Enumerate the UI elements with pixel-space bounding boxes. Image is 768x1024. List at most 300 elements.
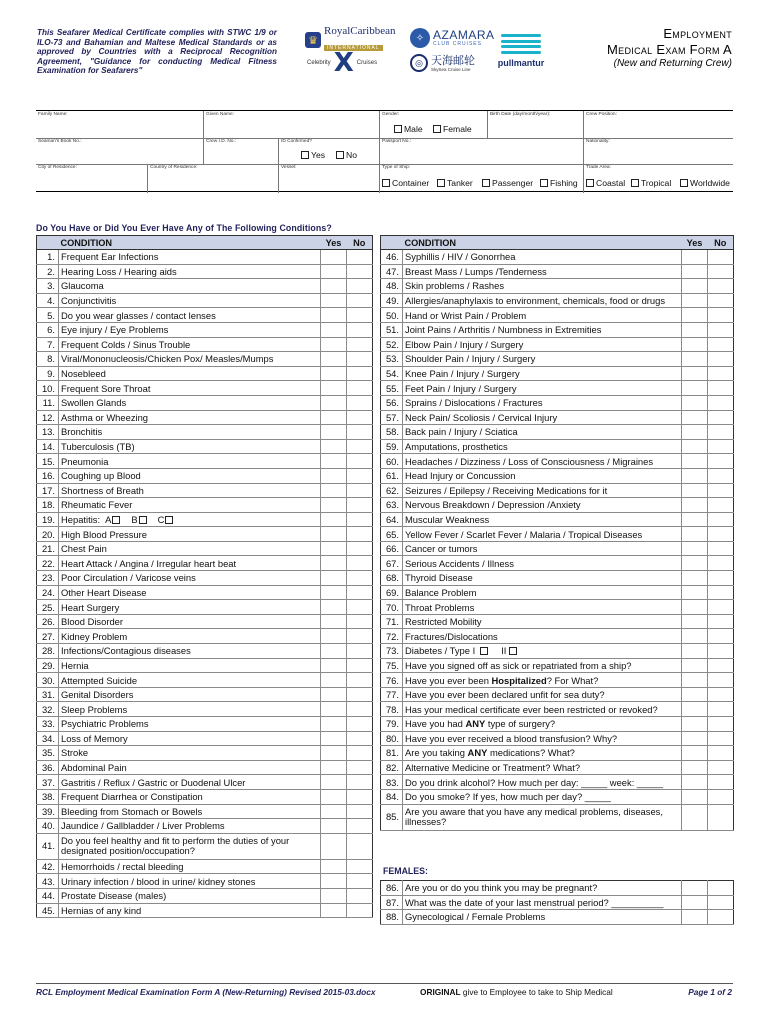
footer-page-number: Page 1 of 2 <box>688 987 732 997</box>
yes-answer-cell[interactable] <box>682 439 708 454</box>
condition-text <box>59 439 321 454</box>
condition-label: Blood Disorder <box>61 616 124 628</box>
no-answer-cell[interactable] <box>347 571 373 586</box>
no-answer-cell[interactable] <box>347 337 373 352</box>
yes-answer-cell[interactable] <box>682 250 708 265</box>
condition-label: Are you taking <box>405 747 468 759</box>
condition-row <box>381 881 734 896</box>
no-answer-cell[interactable] <box>708 410 734 425</box>
yes-answer-cell[interactable] <box>321 381 347 396</box>
condition-text <box>59 571 321 586</box>
no-answer-cell[interactable] <box>347 512 373 527</box>
condition-text <box>403 760 682 775</box>
condition-row <box>381 512 734 527</box>
no-answer-cell[interactable] <box>347 859 373 874</box>
yes-answer-cell[interactable] <box>682 717 708 732</box>
condition-label: Muscular Weakness <box>405 513 490 525</box>
condition-row <box>37 819 373 834</box>
yes-answer-cell[interactable] <box>321 874 347 889</box>
no-answer-cell[interactable] <box>347 381 373 396</box>
condition-number: 15. <box>37 454 59 469</box>
yes-answer-cell[interactable] <box>682 308 708 323</box>
yes-answer-cell[interactable] <box>321 614 347 629</box>
yes-answer-cell[interactable] <box>682 789 708 804</box>
condition-number: 77. <box>381 687 403 702</box>
no-answer-cell[interactable] <box>708 468 734 483</box>
yes-answer-cell[interactable] <box>321 731 347 746</box>
condition-label: Knee Pain / Injury / Surgery <box>405 368 520 380</box>
no-answer-cell[interactable] <box>347 556 373 571</box>
diabetes-type2-checkbox[interactable] <box>509 647 517 655</box>
yes-answer-cell[interactable] <box>321 819 347 834</box>
yes-answer-cell[interactable] <box>682 775 708 790</box>
yes-answer-cell[interactable] <box>321 760 347 775</box>
no-answer-cell[interactable] <box>347 293 373 308</box>
yes-answer-cell[interactable] <box>682 571 708 586</box>
condition-number: 13. <box>37 425 59 440</box>
container-checkbox[interactable] <box>382 179 390 187</box>
condition-text <box>59 760 321 775</box>
yes-answer-cell[interactable] <box>321 658 347 673</box>
yes-answer-cell[interactable] <box>321 425 347 440</box>
yes-answer-cell[interactable] <box>321 395 347 410</box>
no-answer-cell[interactable] <box>347 483 373 498</box>
no-answer-cell[interactable] <box>347 717 373 732</box>
hepatitis-type-checkbox[interactable] <box>112 516 120 524</box>
passenger-checkbox[interactable] <box>482 179 490 187</box>
no-answer-cell[interactable] <box>347 541 373 556</box>
no-answer-cell[interactable] <box>708 556 734 571</box>
celebrity-x-icon: X <box>333 48 354 78</box>
no-answer-cell[interactable] <box>708 279 734 294</box>
condition-row <box>37 644 373 659</box>
male-checkbox[interactable] <box>394 125 402 133</box>
condition-number: 85. <box>381 804 403 830</box>
yes-answer-cell[interactable] <box>321 439 347 454</box>
no-answer-cell[interactable] <box>347 760 373 775</box>
yes-answer-cell[interactable] <box>321 483 347 498</box>
no-answer-cell[interactable] <box>347 629 373 644</box>
tropical-checkbox[interactable] <box>631 179 639 187</box>
no-answer-cell[interactable] <box>708 644 734 659</box>
no-answer-cell[interactable] <box>708 881 734 896</box>
id-confirmed-label: ID Confirmed? <box>281 139 312 144</box>
yes-answer-cell[interactable] <box>321 556 347 571</box>
no-answer-cell[interactable] <box>347 322 373 337</box>
no-answer-cell[interactable] <box>708 731 734 746</box>
passport-field[interactable] <box>380 138 584 164</box>
yes-answer-cell[interactable] <box>321 775 347 790</box>
no-answer-cell[interactable] <box>347 279 373 294</box>
yes-answer-cell[interactable] <box>682 425 708 440</box>
no-answer-cell[interactable] <box>708 614 734 629</box>
nationality-label: Nationality: <box>586 139 610 144</box>
no-answer-cell[interactable] <box>708 527 734 542</box>
condition-row <box>381 789 734 804</box>
yes-answer-cell[interactable] <box>682 895 708 910</box>
yes-answer-cell[interactable] <box>682 483 708 498</box>
no-answer-cell[interactable] <box>708 439 734 454</box>
condition-number: 14. <box>37 439 59 454</box>
yes-answer-cell[interactable] <box>321 571 347 586</box>
no-answer-cell[interactable] <box>347 687 373 702</box>
no-answer-cell[interactable] <box>708 498 734 513</box>
yes-answer-cell[interactable] <box>321 585 347 600</box>
condition-text <box>59 498 321 513</box>
condition-row <box>381 658 734 673</box>
yes-answer-cell[interactable] <box>321 673 347 688</box>
condition-text <box>59 250 321 265</box>
no-answer-cell[interactable] <box>347 468 373 483</box>
no-answer-cell[interactable] <box>347 888 373 903</box>
condition-label-tail: type of surgery? <box>485 718 556 730</box>
condition-number: 66. <box>381 541 403 556</box>
no-answer-cell[interactable] <box>708 541 734 556</box>
no-answer-cell[interactable] <box>708 366 734 381</box>
yes-answer-cell[interactable] <box>682 658 708 673</box>
worldwide-checkbox[interactable] <box>680 179 688 187</box>
no-answer-cell[interactable] <box>708 322 734 337</box>
no-answer-cell[interactable] <box>708 483 734 498</box>
no-answer-cell[interactable] <box>347 731 373 746</box>
condition-label: Feet Pain / Injury / Surgery <box>405 382 517 394</box>
no-answer-cell[interactable] <box>708 789 734 804</box>
yes-answer-cell[interactable] <box>321 804 347 819</box>
no-answer-cell[interactable] <box>708 760 734 775</box>
condition-row <box>37 658 373 673</box>
title-line-3: (New and Returning Crew) <box>613 58 732 69</box>
no-answer-cell[interactable] <box>347 644 373 659</box>
no-answer-cell[interactable] <box>708 673 734 688</box>
yes-answer-cell[interactable] <box>682 673 708 688</box>
no-answer-cell[interactable] <box>347 804 373 819</box>
condition-label: Gynecological / Female Problems <box>405 911 546 923</box>
yes-answer-cell[interactable] <box>682 910 708 925</box>
condition-row <box>381 308 734 323</box>
yes-answer-cell[interactable] <box>682 644 708 659</box>
yes-answer-cell[interactable] <box>321 644 347 659</box>
yes-answer-cell[interactable] <box>682 881 708 896</box>
condition-row <box>37 337 373 352</box>
condition-number: 22. <box>37 556 59 571</box>
no-answer-cell[interactable] <box>708 717 734 732</box>
condition-number: 53. <box>381 352 403 367</box>
yes-answer-cell[interactable] <box>321 293 347 308</box>
tanker-checkbox[interactable] <box>437 179 445 187</box>
condition-number: 63. <box>381 498 403 513</box>
no-answer-cell[interactable] <box>708 381 734 396</box>
yes-answer-cell[interactable] <box>321 746 347 761</box>
yes-answer-cell[interactable] <box>682 731 708 746</box>
yes-answer-cell[interactable] <box>682 337 708 352</box>
no-answer-cell[interactable] <box>347 425 373 440</box>
no-answer-cell[interactable] <box>347 498 373 513</box>
condition-text <box>59 381 321 396</box>
condition-number: 4. <box>37 293 59 308</box>
no-answer-cell[interactable] <box>347 833 373 859</box>
no-answer-cell[interactable] <box>347 352 373 367</box>
no-answer-cell[interactable] <box>708 804 734 830</box>
yes-answer-cell[interactable] <box>682 585 708 600</box>
id-yes-label: Yes <box>311 150 326 160</box>
condition-number: 50. <box>381 308 403 323</box>
id-no-checkbox[interactable] <box>336 151 344 159</box>
nationality-field[interactable] <box>584 138 733 164</box>
yes-answer-cell[interactable] <box>321 629 347 644</box>
condition-text <box>59 410 321 425</box>
fishing-checkbox[interactable] <box>540 179 548 187</box>
condition-text <box>403 410 682 425</box>
coastal-checkbox[interactable] <box>586 179 594 187</box>
no-answer-cell[interactable] <box>708 775 734 790</box>
yes-answer-cell[interactable] <box>321 498 347 513</box>
yes-answer-cell[interactable] <box>682 629 708 644</box>
yes-answer-cell[interactable] <box>321 789 347 804</box>
condition-label: Viral/Mononucleosis/Chicken Pox/ Measles/Mumps <box>61 353 274 365</box>
diabetes-type1-checkbox[interactable] <box>480 647 488 655</box>
condition-label: Other Heart Disease <box>61 586 147 598</box>
no-answer-cell[interactable] <box>708 337 734 352</box>
no-answer-cell[interactable] <box>347 264 373 279</box>
no-answer-cell[interactable] <box>708 687 734 702</box>
seamans-book-label: Seaman's Book No.: <box>38 139 82 144</box>
no-answer-cell[interactable] <box>708 250 734 265</box>
yes-answer-cell[interactable] <box>682 512 708 527</box>
condition-row <box>381 527 734 542</box>
no-answer-cell[interactable] <box>708 895 734 910</box>
no-answer-cell[interactable] <box>708 425 734 440</box>
yes-answer-cell[interactable] <box>321 859 347 874</box>
crew-position-label: Crew Position: <box>586 112 617 117</box>
condition-label: Tuberculosis (TB) <box>61 441 135 453</box>
no-answer-cell[interactable] <box>347 410 373 425</box>
yes-answer-cell[interactable] <box>682 381 708 396</box>
seamans-book-field[interactable] <box>36 138 204 164</box>
condition-label: Diabetes / Type I <box>405 645 476 657</box>
condition-number: 62. <box>381 483 403 498</box>
cruises-text: Cruises <box>356 60 378 66</box>
condition-label: Syphillis / HIV / Gonorrhea <box>405 251 516 263</box>
condition-label: Kidney Problem <box>61 630 128 642</box>
yes-answer-cell[interactable] <box>321 410 347 425</box>
no-answer-cell[interactable] <box>708 658 734 673</box>
condition-row <box>37 541 373 556</box>
condition-row <box>381 585 734 600</box>
yes-answer-cell[interactable] <box>682 556 708 571</box>
condition-row <box>381 629 734 644</box>
no-answer-cell[interactable] <box>347 308 373 323</box>
no-answer-cell[interactable] <box>347 250 373 265</box>
no-answer-cell[interactable] <box>708 264 734 279</box>
condition-number: 5. <box>37 308 59 323</box>
condition-row <box>381 556 734 571</box>
no-answer-cell[interactable] <box>347 658 373 673</box>
no-answer-cell[interactable] <box>347 614 373 629</box>
no-answer-cell[interactable] <box>708 629 734 644</box>
yes-answer-cell[interactable] <box>321 250 347 265</box>
yes-answer-cell[interactable] <box>682 352 708 367</box>
no-answer-cell[interactable] <box>708 512 734 527</box>
no-answer-cell[interactable] <box>708 585 734 600</box>
birth-date-field[interactable] <box>488 111 584 138</box>
yes-answer-cell[interactable] <box>321 903 347 918</box>
no-answer-cell[interactable] <box>347 775 373 790</box>
female-checkbox[interactable] <box>433 125 441 133</box>
pullmantur-text: pullmantur <box>497 58 545 68</box>
yes-answer-cell[interactable] <box>682 804 708 830</box>
given-name-field[interactable] <box>204 111 380 138</box>
condition-number: 24. <box>37 585 59 600</box>
no-answer-cell[interactable] <box>347 439 373 454</box>
condition-number: 58. <box>381 425 403 440</box>
yes-answer-cell[interactable] <box>321 833 347 859</box>
yes-answer-cell[interactable] <box>682 279 708 294</box>
yes-answer-cell[interactable] <box>682 702 708 717</box>
no-answer-cell[interactable] <box>708 454 734 469</box>
yes-answer-cell[interactable] <box>682 541 708 556</box>
condition-row <box>381 250 734 265</box>
crew-id-field[interactable] <box>204 138 279 164</box>
yes-answer-cell[interactable] <box>321 702 347 717</box>
yes-answer-cell[interactable] <box>321 337 347 352</box>
yes-answer-cell[interactable] <box>682 614 708 629</box>
condition-number: 64. <box>381 512 403 527</box>
no-answer-cell[interactable] <box>347 454 373 469</box>
no-answer-cell[interactable] <box>708 395 734 410</box>
yes-answer-cell[interactable] <box>321 279 347 294</box>
yes-answer-cell[interactable] <box>321 888 347 903</box>
condition-text <box>59 673 321 688</box>
crew-id-label: Crew I.D. No.: <box>206 139 237 144</box>
yes-answer-cell[interactable] <box>682 527 708 542</box>
condition-text <box>59 556 321 571</box>
yes-answer-cell[interactable] <box>321 717 347 732</box>
yes-answer-cell[interactable] <box>321 512 347 527</box>
fishing-label: Fishing <box>550 178 578 188</box>
condition-label: Loss of Memory <box>61 732 128 744</box>
no-answer-cell[interactable] <box>708 910 734 925</box>
condition-row <box>381 804 734 830</box>
condition-text <box>59 308 321 323</box>
yes-answer-cell[interactable] <box>682 293 708 308</box>
condition-number: 27. <box>37 629 59 644</box>
no-answer-cell[interactable] <box>347 903 373 918</box>
condition-row <box>37 746 373 761</box>
passport-label: Passport No.: <box>382 139 412 144</box>
condition-label: Pneumonia <box>61 455 109 467</box>
yes-answer-cell[interactable] <box>682 468 708 483</box>
country-field[interactable] <box>148 164 279 193</box>
yes-answer-cell[interactable] <box>321 454 347 469</box>
no-answer-cell[interactable] <box>347 600 373 615</box>
condition-label: Hernias of any kind <box>61 904 142 916</box>
yes-answer-cell[interactable] <box>682 746 708 761</box>
yes-answer-cell[interactable] <box>682 600 708 615</box>
condition-number: 81. <box>381 746 403 761</box>
no-answer-cell[interactable] <box>347 395 373 410</box>
family-name-field[interactable] <box>36 111 204 138</box>
yes-answer-cell[interactable] <box>321 322 347 337</box>
condition-label: Rheumatic Fever <box>61 499 133 511</box>
no-answer-cell[interactable] <box>708 600 734 615</box>
yes-answer-cell[interactable] <box>682 410 708 425</box>
yes-answer-cell[interactable] <box>321 600 347 615</box>
condition-row <box>37 804 373 819</box>
condition-text <box>403 293 682 308</box>
yes-answer-cell[interactable] <box>321 352 347 367</box>
vessel-field[interactable] <box>279 164 380 193</box>
yes-answer-cell[interactable] <box>682 498 708 513</box>
yes-answer-cell[interactable] <box>321 687 347 702</box>
no-answer-cell[interactable] <box>347 789 373 804</box>
condition-number: 1. <box>37 250 59 265</box>
condition-row <box>381 702 734 717</box>
no-answer-cell[interactable] <box>347 702 373 717</box>
no-answer-cell[interactable] <box>347 874 373 889</box>
condition-row <box>381 293 734 308</box>
condition-label: Have you ever received a blood transfusion? Why? <box>405 732 618 744</box>
no-answer-cell[interactable] <box>347 585 373 600</box>
condition-row <box>37 366 373 381</box>
yes-answer-cell[interactable] <box>682 454 708 469</box>
no-answer-cell[interactable] <box>347 527 373 542</box>
city-field[interactable] <box>36 164 148 193</box>
no-answer-cell[interactable] <box>708 746 734 761</box>
yes-answer-cell[interactable] <box>321 468 347 483</box>
no-answer-cell[interactable] <box>708 308 734 323</box>
no-answer-cell[interactable] <box>347 819 373 834</box>
yes-answer-cell[interactable] <box>682 322 708 337</box>
no-answer-cell[interactable] <box>708 702 734 717</box>
condition-label: Nosebleed <box>61 368 106 380</box>
condition-label: Thyroid Disease <box>405 572 473 584</box>
yes-answer-cell[interactable] <box>321 264 347 279</box>
hepatitis-type-checkbox[interactable] <box>139 516 147 524</box>
no-answer-cell[interactable] <box>347 746 373 761</box>
no-answer-cell[interactable] <box>347 366 373 381</box>
no-answer-cell[interactable] <box>347 673 373 688</box>
condition-row <box>37 279 373 294</box>
condition-label: Elbow Pain / Injury / Surgery <box>405 338 524 350</box>
crew-position-field[interactable] <box>584 111 733 138</box>
id-yes-checkbox[interactable] <box>301 151 309 159</box>
condition-number: 16. <box>37 468 59 483</box>
yes-answer-cell[interactable] <box>321 541 347 556</box>
no-answer-cell[interactable] <box>708 293 734 308</box>
col-no: No <box>347 236 373 250</box>
yes-answer-cell[interactable] <box>321 308 347 323</box>
condition-row <box>37 731 373 746</box>
hepatitis-type-checkbox[interactable] <box>165 516 173 524</box>
condition-text <box>59 888 321 903</box>
hepatitis-type-label: A <box>105 513 112 525</box>
no-answer-cell[interactable] <box>708 352 734 367</box>
yes-answer-cell[interactable] <box>682 395 708 410</box>
cruise-line-logos <box>305 24 545 80</box>
no-answer-cell[interactable] <box>708 571 734 586</box>
condition-text <box>403 658 682 673</box>
yes-answer-cell[interactable] <box>682 366 708 381</box>
yes-answer-cell[interactable] <box>321 527 347 542</box>
yes-answer-cell[interactable] <box>682 760 708 775</box>
yes-answer-cell[interactable] <box>682 687 708 702</box>
condition-label: Throat Problems <box>405 601 475 613</box>
condition-row <box>381 775 734 790</box>
condition-label: Skin problems / Rashes <box>405 280 505 292</box>
condition-number: 54. <box>381 366 403 381</box>
yes-answer-cell[interactable] <box>682 264 708 279</box>
yes-answer-cell[interactable] <box>321 366 347 381</box>
